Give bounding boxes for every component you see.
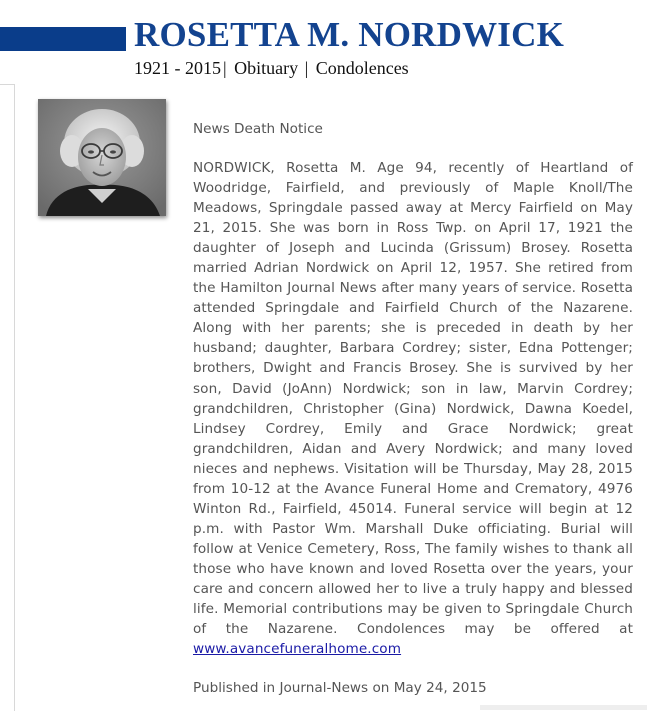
life-years: 1921 - 2015	[134, 58, 221, 78]
nav-separator: |	[304, 58, 309, 78]
obituary-body-text: NORDWICK, Rosetta M. Age 94, recently of Heartland of Woodridge, Fairfield, and previously of Maple Knoll/The Meadows, Springdale passed away at Mercy Fairfield on May 21, 2015. She was born in Ross Twp. on April 17, 1921 the daughter of Joseph and Lucinda (Grissum) Brosey. Rosetta married Adrian Nordwick on April 12, 1957. She retired from the Hamilton Journal News after many years of service. Rosetta attended Springdale and Fairfield Church of the Nazarene. Along with her parents; she is preceded in death by her husband; daughter, Barbara Cordrey; sister, Edna Pottenger; brothers, Dwight and Francis Brosey. She is survived by her son, David (JoAnn) Nordwick; son in law, Marvin Cordrey; grandchildren, Christopher (Gina) Nordwick, Dawna Koedel, Lindsey Cordrey, Emily and Grace Nordwick; great grandchildren, Aidan and Avery Nordwick; and many loved nieces and nephews. Visitation will be Thursday, May 28, 2015 from 10-12 at the Avance Funeral Home and Crematory, 4976 Winton Rd., Fairfield, 45014. Funeral service will begin at 12 p.m. with Pastor Wm. Marshall Duke officiating. Burial will follow at Venice Cemetery, Ross, The family wishes to thank all those who have known and loved Rosetta over the years, your care and concern allowed her to live a truly happy and blessed life. Memorial contributions may be given to Springdale Church of the Nazarene. Condolences may be offered at	[193, 160, 633, 638]
funeral-home-link[interactable]: www.avancefuneralhome.com	[193, 641, 402, 658]
condolences-link[interactable]: Condolences	[315, 58, 409, 78]
notice-type-label: News Death Notice	[193, 121, 323, 137]
content-frame-border	[0, 84, 15, 711]
header-subnav	[134, 56, 647, 80]
obituary-body	[193, 158, 633, 659]
header-accent-bar	[0, 27, 126, 51]
published-line: Published in Journal-News on May 24, 2015	[193, 680, 487, 697]
nav-separator: |	[223, 58, 227, 78]
bottom-edge-strip	[480, 705, 647, 710]
obituary-link[interactable]: Obituary	[234, 58, 299, 78]
page-title: ROSETTA M. NORDWICK	[134, 15, 565, 54]
portrait-photo	[38, 99, 166, 216]
page-header	[134, 14, 647, 80]
obituary-content	[193, 119, 633, 698]
portrait-image	[38, 99, 166, 216]
